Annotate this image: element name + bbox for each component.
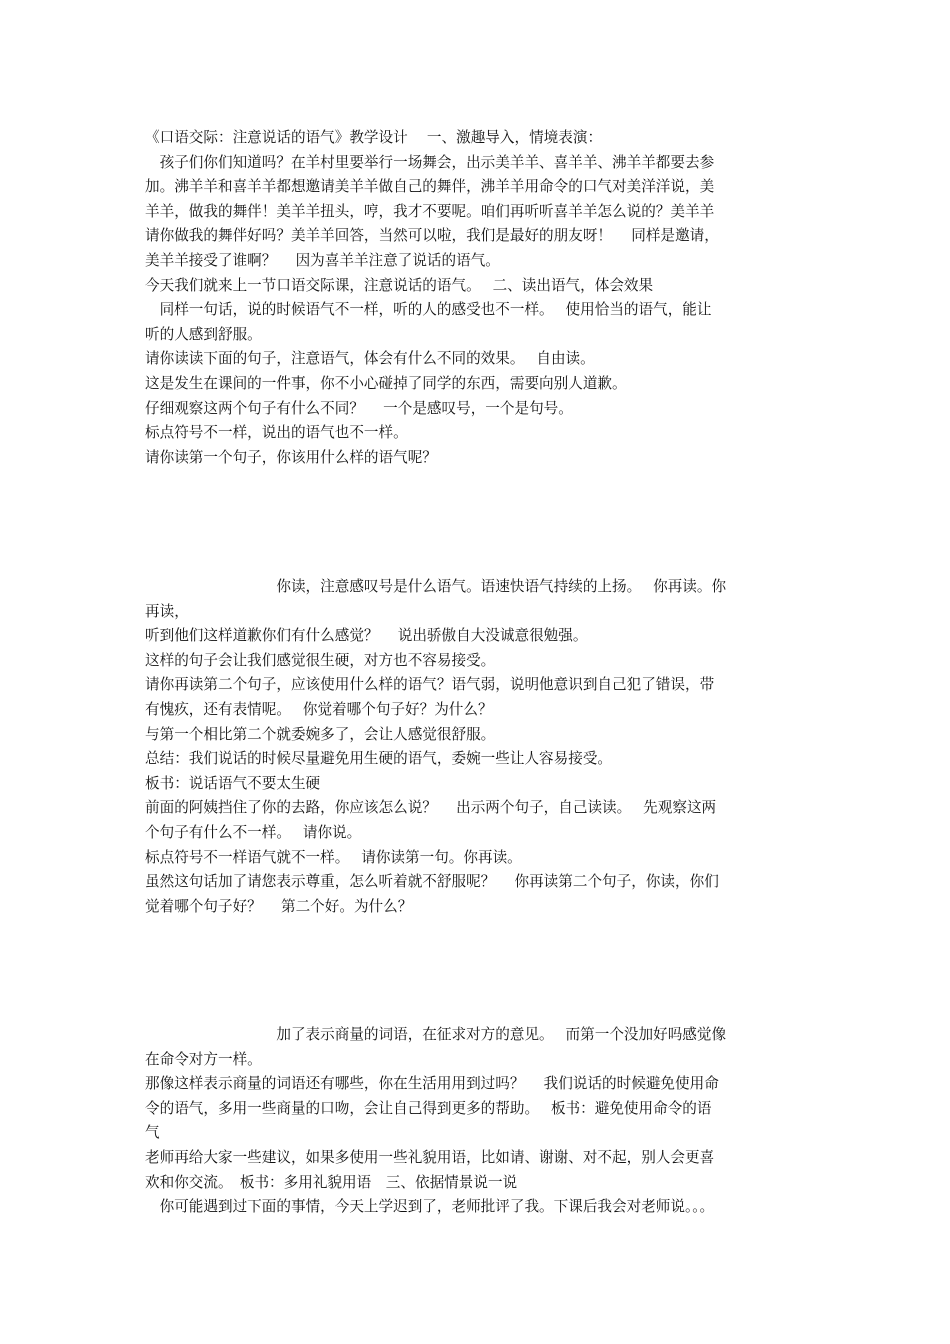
text-line: 孩子们你们知道吗？在羊村里要举行一场舞会，出示美羊羊、喜羊羊、沸羊羊都要去参 <box>145 153 715 171</box>
text-line: 在命令对方一样。 <box>145 1050 262 1068</box>
text-line: 今天我们就来上一节口语交际课，注意说话的语气。 二、读出语气，体会效果 <box>145 276 654 294</box>
text-line: 同样一句话，说的时候语气不一样，听的人的感受也不一样。 使用恰当的语气，能让 <box>145 301 712 319</box>
text-line: 加。沸羊羊和喜羊羊都想邀请美羊羊做自己的舞伴，沸羊羊用命令的口气对美洋洋说，美 <box>145 178 715 196</box>
text-line: 欢和你交流。 板书：多用礼貌用语 三、依据情景说一说 <box>145 1173 518 1191</box>
text-line: 请你读第一个句子，你该用什么样的语气呢？ <box>145 448 437 466</box>
text-line: 那像这样表示商量的词语还有哪些，你在生活用用到过吗？ 我们说话的时候避免使用命 <box>145 1075 719 1093</box>
text-line: 听的人感到舒服。 <box>145 325 262 343</box>
text-line: 虽然这句话加了请您表示尊重，怎么听着就不舒服呢？ 你再读第二个句子，你读，你们 <box>145 873 719 891</box>
text-line: 这样的句子会让我们感觉很生硬，对方也不容易接受。 <box>145 651 496 669</box>
text-block-end <box>145 1023 825 1220</box>
text-line: 请你做我的舞伴好吗？美羊羊回答，当然可以啦，我们是最好的朋友呀！ 同样是邀请， <box>145 227 719 245</box>
text-line: 请你再读第二个句子，应该使用什么样的语气？语气弱，说明他意识到自己犯了错误，带 <box>145 676 715 694</box>
text-line: 你读，注意感叹号是什么语气。语速快语气持续的上扬。 你再读。你 <box>145 578 727 595</box>
text-line: 与第一个相比第二个就委婉多了，会让人感觉很舒服。 <box>145 725 496 743</box>
text-line: 再读， <box>145 602 189 620</box>
text-line: 板书：说话语气不要太生硬 <box>145 774 321 792</box>
text-line: 加了表示商量的词语，在征求对方的意见。 而第一个没加好吗感觉像 <box>145 1026 727 1043</box>
text-line: 前面的阿姨挡住了你的去路，你应该怎么说？ 出示两个句子，自己读读。 先观察这两 <box>145 799 717 817</box>
text-line: 听到他们这样道歉你们有什么感觉？ 说出骄傲自大没诚意很勉强。 <box>145 627 588 645</box>
text-line: 老师再给大家一些建议，如果多使用一些礼貌用语，比如请、谢谢、对不起，别人会更喜 <box>145 1148 715 1166</box>
text-line: 有愧疚，还有表情呢。 你觉着哪个句子好？为什么？ <box>145 700 493 718</box>
text-line: 气 <box>145 1124 160 1142</box>
text-line: 标点符号不一样，说出的语气也不一样。 <box>145 424 408 442</box>
text-line: 美羊羊接受了谁啊？ 因为喜羊羊注意了说话的语气。 <box>145 251 500 269</box>
text-line: 《口语交际：注意说话的语气》教学设计 一、激趣导入，情境表演： <box>145 129 603 146</box>
text-line: 标点符号不一样语气就不一样。 请你读第一句。你再读。 <box>145 848 522 866</box>
text-line: 这是发生在课间的一件事，你不小心碰掉了同学的东西，需要向别人道歉。 <box>145 374 627 392</box>
text-block-middle <box>145 575 825 919</box>
text-block-intro <box>145 126 825 470</box>
text-line: 羊羊，做我的舞伴！美羊羊扭头，哼，我才不要呢。咱们再听听喜羊羊怎么说的？美羊羊 <box>145 202 715 220</box>
text-line: 总结：我们说话的时候尽量避免用生硬的语气，委婉一些让人容易接受。 <box>145 750 613 768</box>
text-line: 你可能遇到过下面的事情，今天上学迟到了，老师批评了我。下课后我会对老师说。。。 <box>145 1198 715 1216</box>
text-line: 请你读读下面的句子，注意语气，体会有什么不同的效果。 自由读。 <box>145 350 595 368</box>
text-line: 令的语气，多用一些商量的口吻，会让自己得到更多的帮助。 板书：避免使用命令的语 <box>145 1099 712 1117</box>
text-line: 个句子有什么不一样。 请你说。 <box>145 823 362 841</box>
text-line: 觉着哪个句子好？ 第二个好。为什么？ <box>145 897 413 915</box>
text-line: 仔细观察这两个句子有什么不同？ 一个是感叹号，一个是句号。 <box>145 399 573 417</box>
